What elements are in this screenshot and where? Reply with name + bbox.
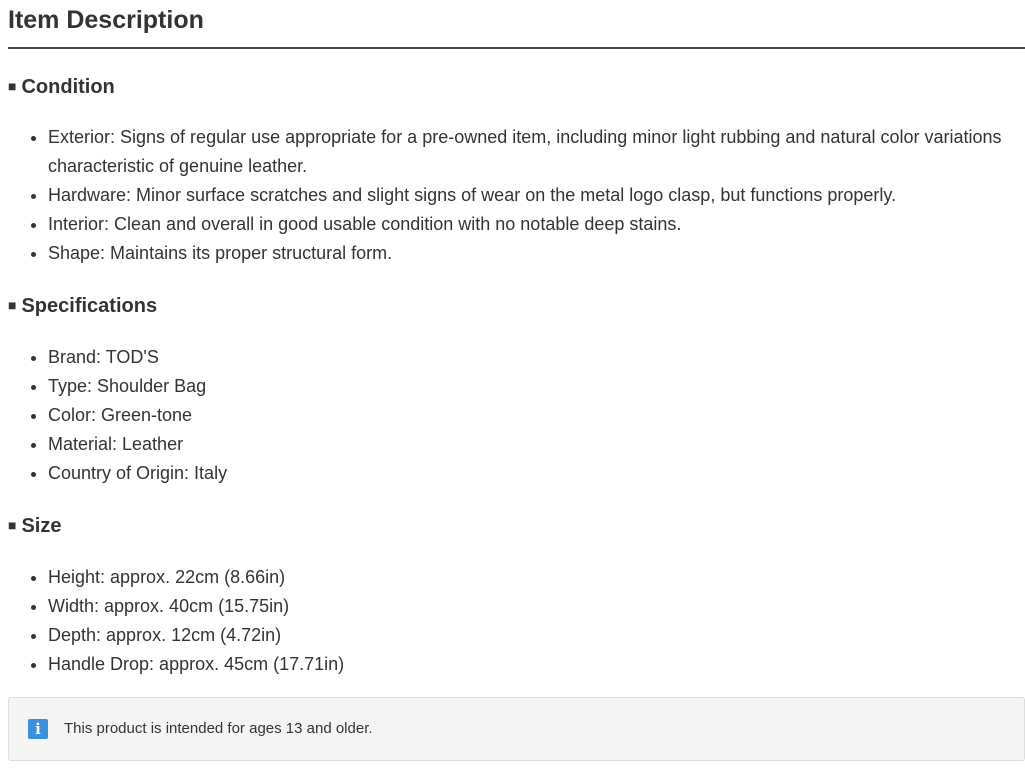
section-heading-label: Specifications <box>21 295 158 317</box>
list-item: • Color: Green-tone <box>48 401 1025 430</box>
page-title: Item Description <box>8 0 1025 49</box>
age-notice-text: This product is intended for ages 13 and older. <box>64 720 373 737</box>
list-item: • Handle Drop: approx. 45cm (17.71in) <box>48 650 1025 679</box>
section-heading-label: Condition <box>21 76 115 98</box>
list-item: • Height: approx. 22cm (8.66in) <box>48 563 1025 592</box>
list-item: • Brand: TOD'S <box>48 343 1025 372</box>
square-bullet-icon: ■ <box>8 517 17 533</box>
square-bullet-icon: ■ <box>8 78 17 94</box>
list-item: • Shape: Maintains its proper structural form. <box>48 239 1025 268</box>
info-icon: i <box>28 719 48 739</box>
list-item: • Country of Origin: Italy <box>48 459 1025 488</box>
age-notice-box <box>8 697 1025 761</box>
condition-list <box>8 123 1025 268</box>
list-item: • Depth: approx. 12cm (4.72in) <box>48 621 1025 650</box>
section-heading-condition <box>8 75 115 100</box>
square-bullet-icon: ■ <box>8 297 17 313</box>
list-item: • Exterior: Signs of regular use appropriate for a pre-owned item, including minor light rubbing and natural color variations characteristic of genuine leather. <box>48 123 1025 181</box>
item-description-page <box>8 0 1025 738</box>
section-heading-size <box>8 514 62 539</box>
section-heading-label: Size <box>21 515 62 537</box>
specifications-list <box>8 343 1025 488</box>
list-item: • Interior: Clean and overall in good usable condition with no notable deep stains. <box>48 210 1025 239</box>
list-item: • Hardware: Minor surface scratches and slight signs of wear on the metal logo clasp, but functions properly. <box>48 181 1025 210</box>
section-heading-specifications <box>8 294 157 319</box>
list-item: • Material: Leather <box>48 430 1025 459</box>
list-item: • Width: approx. 40cm (15.75in) <box>48 592 1025 621</box>
size-list <box>8 563 1025 679</box>
list-item: • Type: Shoulder Bag <box>48 372 1025 401</box>
